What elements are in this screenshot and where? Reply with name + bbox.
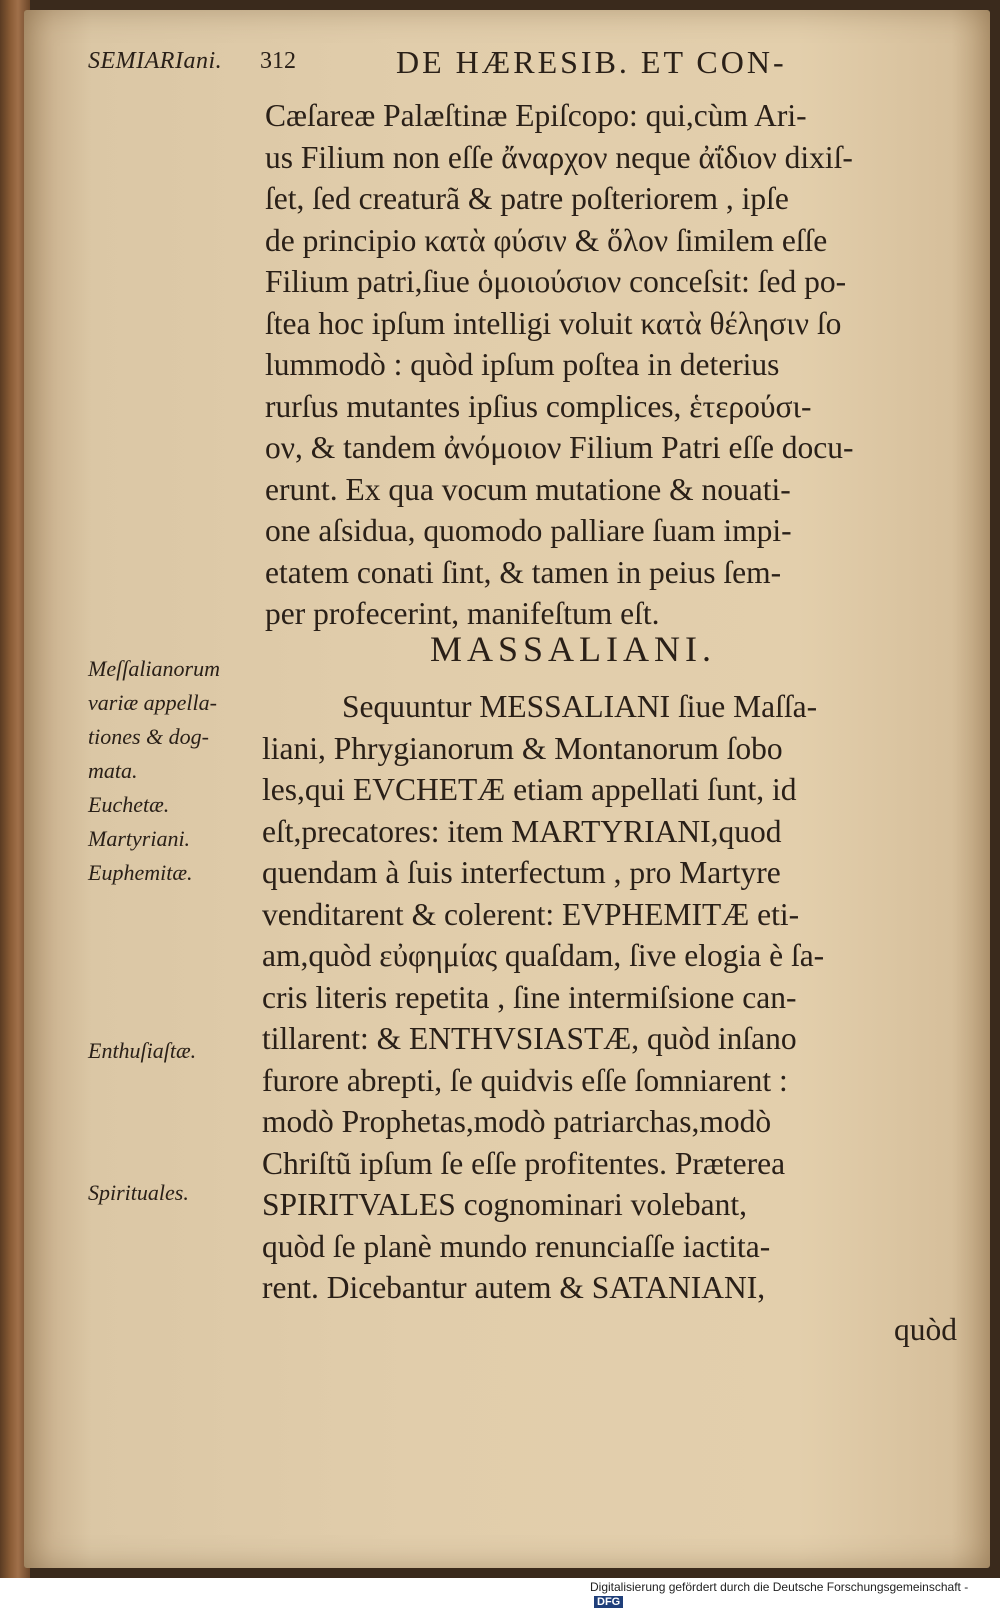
text-line: Filium patri,ſiue ὁμοιούσιον conceſsit: ſed po- (265, 264, 847, 299)
text-line: quòd ſe planè mundo renunciaſſe iactita- (262, 1228, 771, 1264)
margin-note-enthusiastae (88, 1034, 263, 1068)
text-line: am,quòd εὐφημίας quaſdam, ſive elogia è ſa- (262, 938, 825, 973)
footer-text: Digitalisierung gefördert durch die Deutsche Forschungsgemeinschaft - (590, 1580, 969, 1594)
text-line: etatem conati ſint, & tamen in peius ſem- (265, 554, 782, 590)
margin-note-line: Meſſalianorum (88, 656, 220, 681)
text-line: one aſsidua, quomodo palliare ſuam impi- (265, 513, 792, 548)
margin-note-messaliani (88, 652, 263, 890)
text-line: furore abrepti, ſe quidvis eſſe ſomniarent : (262, 1062, 788, 1098)
text-line: cris literis repetita , ſine intermiſsione can- (262, 979, 797, 1015)
text-line: tillarent: & ENTHVSIASTÆ, quòd inſano (262, 1021, 797, 1056)
text-line: rurſus mutantes ipſius complices, ἑτερούσι- (265, 388, 812, 424)
margin-note-line: variæ appella- (88, 690, 217, 715)
dfg-logo: DFG (594, 1596, 623, 1608)
text-line: ſtea hoc ipſum intelligi voluit κατὰ θέλησιν ſo (265, 305, 842, 341)
margin-note-line: tiones & dog- (88, 724, 209, 749)
running-head-title: DE HÆRESIB. ET CON- (396, 44, 787, 80)
text-line: de principio κατὰ φύσιν & ὅλον ſimilem eſſe (265, 222, 828, 258)
text-line: liani, Phrygianorum & Montanorum ſobo (262, 730, 783, 766)
section-heading: MASSALIANI. (430, 629, 717, 669)
margin-note-line: Enthuſiaſtæ. (88, 1038, 197, 1063)
text-line: Chriſtũ ipſum ſe eſſe profitentes. Præterea (262, 1145, 786, 1181)
body-text-block-2 (262, 686, 957, 1350)
text-line: lummodò : quòd ipſum poſtea in deterius (265, 347, 780, 382)
text-line: SPIRITVALES cognominari volebant, (262, 1187, 748, 1222)
digitization-footer (590, 1580, 1000, 1608)
margin-note-line: Euphemitæ. (88, 860, 193, 885)
text-line: les,qui EVCHETÆ etiam appellati ſunt, id (262, 772, 797, 807)
page-number: 312 (260, 48, 296, 74)
margin-note-line: mata. (88, 758, 138, 783)
body-text-block-1 (265, 95, 955, 635)
text-line: us Filium non eſſe ἄναρχον neque ἀΐδιον dixiſ- (265, 139, 853, 175)
margin-note-line: Spirituales. (88, 1180, 189, 1205)
margin-note-line: Euchetæ. (88, 792, 170, 817)
text-line: venditarent & colerent: EVPHEMITÆ eti- (262, 896, 800, 932)
text-line: erunt. Ex qua vocum mutatione & nouati- (265, 471, 791, 507)
text-line: eſt,precatores: item MARTYRIANI,quod (262, 813, 782, 849)
catchword: quòd (894, 1311, 957, 1347)
text-line: Cæſareæ Palæſtinæ Epiſcopo: qui,cùm Ari- (265, 98, 807, 133)
running-head (88, 44, 968, 84)
text-line: ſet, ſed creaturã & patre poſteriorem , ipſe (265, 181, 789, 216)
running-head-margin-word: SEMIARIani. (88, 48, 223, 74)
text-line: ον, & tandem ἀνόμοιον Filium Patri eſſe docu- (265, 430, 854, 465)
text-line: modò Prophetas,modò patriarchas,modò (262, 1104, 772, 1139)
text-line: Sequuntur MESSALIANI ſiue Maſſa- (342, 689, 818, 724)
margin-note-line: Martyriani. (88, 826, 191, 851)
margin-note-spirituales (88, 1176, 263, 1210)
text-line: per profecerint, manifeſtum eſt. (265, 596, 660, 631)
text-line: rent. Dicebantur autem & SATANIANI, (262, 1270, 766, 1305)
text-line: quendam à ſuis interfectum , pro Martyre (262, 855, 781, 890)
